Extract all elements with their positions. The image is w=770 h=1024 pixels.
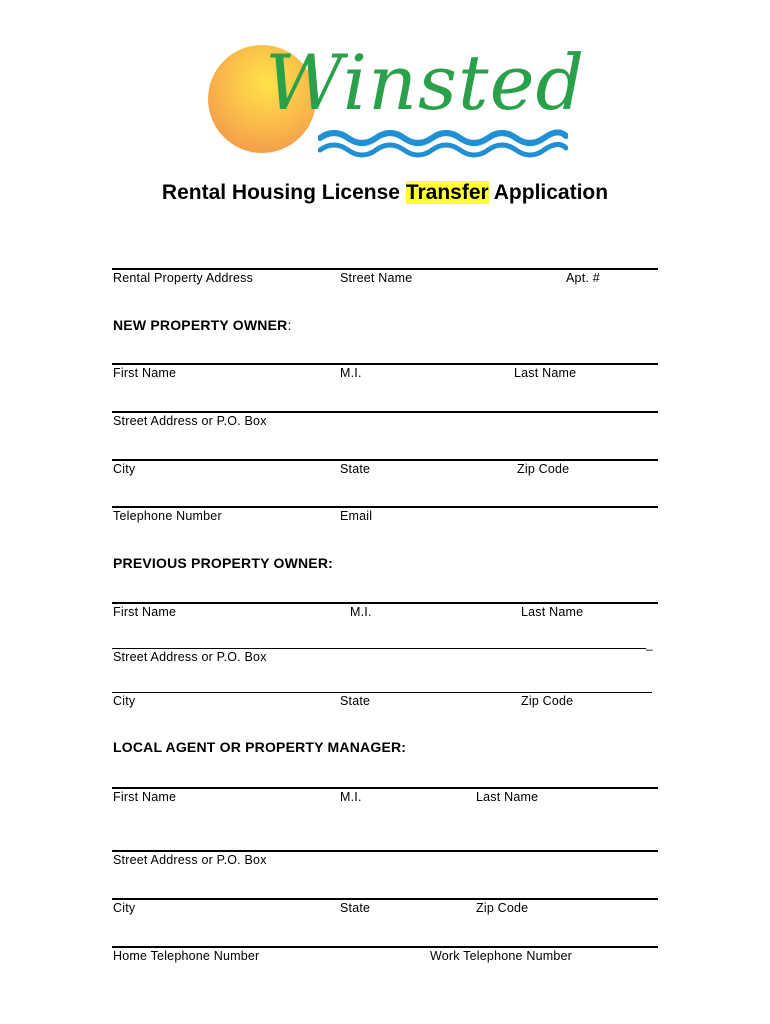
title-start: Rental Housing License [161, 181, 406, 204]
new-owner-phone-label: Telephone Number [113, 509, 222, 523]
new-owner-mi-label: M.I. [340, 366, 362, 380]
agent-heading: LOCAL AGENT OR PROPERTY MANAGER: [113, 739, 407, 755]
agent-street-label: Street Address or P.O. Box [113, 853, 267, 867]
previous-owner-heading: PREVIOUS PROPERTY OWNER: [113, 555, 334, 571]
agent-street-line[interactable] [112, 850, 658, 852]
new-owner-first-name-label: First Name [113, 366, 177, 380]
previous-owner-last-name-label: Last Name [521, 605, 584, 619]
previous-owner-city-label: City [113, 694, 136, 708]
apt-label: Apt. # [566, 271, 600, 285]
logo-wordmark: Winsted [265, 38, 586, 127]
new-owner-street-line[interactable] [112, 411, 658, 413]
agent-zip-label: Zip Code [476, 901, 529, 915]
agent-mi-label: M.I. [340, 790, 362, 804]
rental-property-address-label: Rental Property Address [113, 271, 254, 285]
agent-work-phone-label: Work Telephone Number [430, 949, 573, 963]
new-owner-heading-text: NEW PROPERTY OWNER [113, 317, 288, 333]
new-owner-zip-label: Zip Code [517, 462, 570, 476]
previous-owner-first-name-label: First Name [113, 605, 177, 619]
street-line-tail: _ [646, 637, 653, 651]
agent-name-line[interactable] [112, 787, 658, 789]
agent-state-label: State [340, 901, 371, 915]
new-owner-name-line[interactable] [112, 363, 658, 365]
agent-first-name-label: First Name [113, 790, 177, 804]
previous-owner-city-line[interactable] [112, 692, 652, 693]
previous-owner-street-label: Street Address or P.O. Box [113, 650, 267, 664]
new-owner-email-label: Email [340, 509, 373, 523]
new-owner-phone-line[interactable] [112, 506, 658, 508]
title-highlight: Transfer [405, 181, 489, 204]
title-end: Application [488, 181, 609, 204]
waves-graphic [318, 124, 568, 158]
new-owner-city-line[interactable] [112, 459, 658, 461]
agent-last-name-label: Last Name [476, 790, 539, 804]
new-owner-state-label: State [340, 462, 371, 476]
property-address-line[interactable] [112, 268, 658, 270]
agent-city-label: City [113, 901, 136, 915]
previous-owner-street-line[interactable] [112, 648, 646, 649]
agent-home-phone-label: Home Telephone Number [113, 949, 260, 963]
agent-city-line[interactable] [112, 898, 658, 900]
new-owner-heading-colon: : [287, 317, 292, 333]
agent-phone-line[interactable] [112, 946, 658, 948]
new-owner-city-label: City [113, 462, 136, 476]
winsted-logo [200, 38, 586, 160]
previous-owner-mi-label: M.I. [350, 605, 372, 619]
new-owner-heading [113, 317, 292, 333]
street-name-label: Street Name [340, 271, 413, 285]
new-owner-last-name-label: Last Name [514, 366, 577, 380]
new-owner-street-label: Street Address or P.O. Box [113, 414, 267, 428]
previous-owner-name-line[interactable] [112, 602, 658, 604]
previous-owner-state-label: State [340, 694, 371, 708]
form-title [0, 181, 770, 205]
previous-owner-zip-label: Zip Code [521, 694, 574, 708]
